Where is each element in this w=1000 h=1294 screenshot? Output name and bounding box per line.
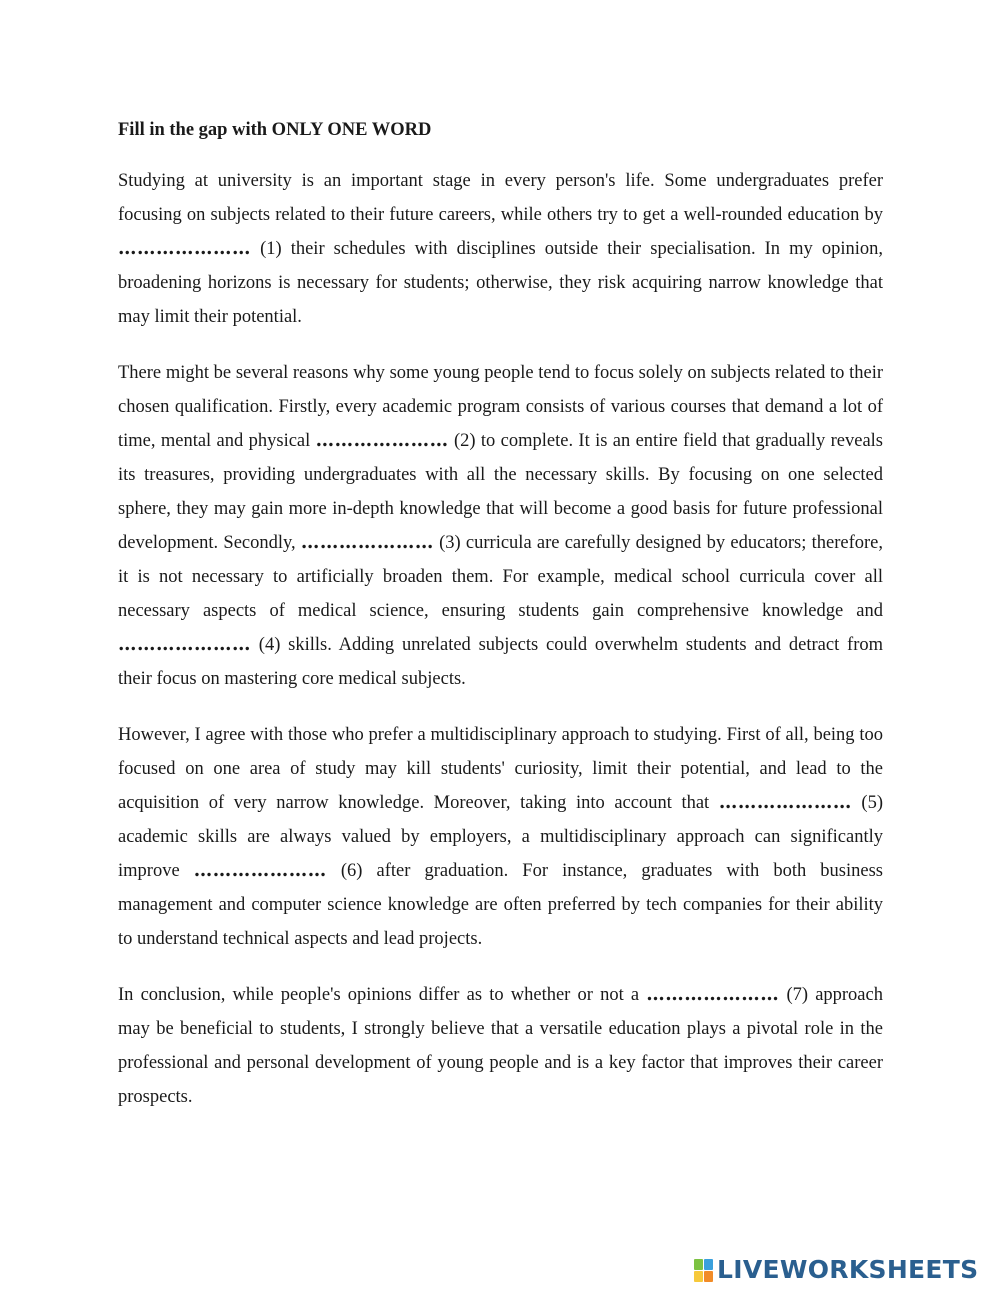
gap-1-input[interactable]: ………………… bbox=[118, 238, 251, 259]
liveworksheets-logo bbox=[694, 1257, 978, 1283]
gap-4-input[interactable]: ………………… bbox=[118, 634, 251, 655]
paragraph-1 bbox=[118, 164, 883, 334]
gap-2-input[interactable]: ………………… bbox=[315, 430, 449, 451]
worksheet-title: Fill in the gap with ONLY ONE WORD bbox=[118, 120, 432, 140]
gap-7-input[interactable]: ………………… bbox=[646, 984, 780, 1005]
paragraph-3-text-a: However, I agree with those who prefer a multidisciplinary approach to studying. First of all, being too focused on one area of study may kill students' curiosity, limit their potential, and lead to the acquisition of very narrow knowledge. Moreover, taking into account that bbox=[118, 725, 883, 813]
paragraph-1-text-b: (1) their schedules with disciplines outside their specialisation. In my opinion, broadening horizons is necessary for students; otherwise, they risk acquiring narrow knowledge that may limit their potential. bbox=[118, 239, 883, 327]
logo-icon-cell-yellow bbox=[694, 1271, 703, 1282]
gap-3-input[interactable]: ………………… bbox=[300, 532, 434, 553]
paragraph-4-text-b: (7) approach may be beneficial to students, I strongly believe that a versatile education plays a pivotal role in the professional and personal development of young people and is a key factor that improves their career prospects. bbox=[118, 985, 883, 1107]
logo-icon-cell-orange bbox=[704, 1271, 713, 1282]
paragraph-4 bbox=[118, 978, 883, 1114]
paragraph-3 bbox=[118, 718, 883, 956]
liveworksheets-grid-icon bbox=[694, 1259, 713, 1282]
worksheet bbox=[118, 118, 883, 1136]
paragraph-2-text-b: (2) to complete. It is an entire field that gradually reveals its treasures, providing undergraduates with all the necessary skills. By focusing on one selected sphere, they may gain more in-depth knowledge that will become a good basis for future professional development. Secondly, bbox=[118, 431, 883, 553]
logo-icon-cell-green bbox=[694, 1259, 703, 1270]
gap-6-input[interactable]: ………………… bbox=[193, 860, 327, 881]
paragraph-2-text-d: (4) skills. Adding unrelated subjects could overwhelm students and detract from their focus on mastering core medical subjects. bbox=[118, 635, 883, 689]
liveworksheets-logo-text: LIVEWORKSHEETS bbox=[717, 1255, 979, 1284]
paragraph-2-text-c: (3) curricula are carefully designed by educators; therefore, it is not necessary to artificially broaden them. For example, medical school curricula cover all necessary aspects of medical science, ensuring students gain comprehensive knowledge and bbox=[118, 533, 883, 621]
paragraph-3-text-c: (6) after graduation. For instance, graduates with both business management and computer science knowledge are often preferred by tech companies for their ability to understand technical aspects and lead projects. bbox=[118, 861, 884, 949]
paragraph-2 bbox=[118, 356, 883, 696]
paragraph-4-text-a: In conclusion, while people's opinions differ as to whether or not a bbox=[118, 985, 647, 1005]
paragraph-1-text-a: Studying at university is an important stage in every person's life. Some undergraduates prefer focusing on subjects related to their future careers, while others try to get a well-rounded education by bbox=[118, 171, 883, 225]
paragraph-2-text-a: There might be several reasons why some young people tend to focus solely on subjects related to their chosen qualification. Firstly, every academic program consists of various courses that demand a lot of time, mental and physical bbox=[118, 363, 883, 451]
paragraph-3-text-b: (5) academic skills are always valued by employers, a multidisciplinary approach can significantly improve bbox=[118, 793, 883, 881]
gap-5-input[interactable]: ………………… bbox=[718, 792, 852, 813]
logo-icon-cell-sky bbox=[704, 1259, 713, 1270]
